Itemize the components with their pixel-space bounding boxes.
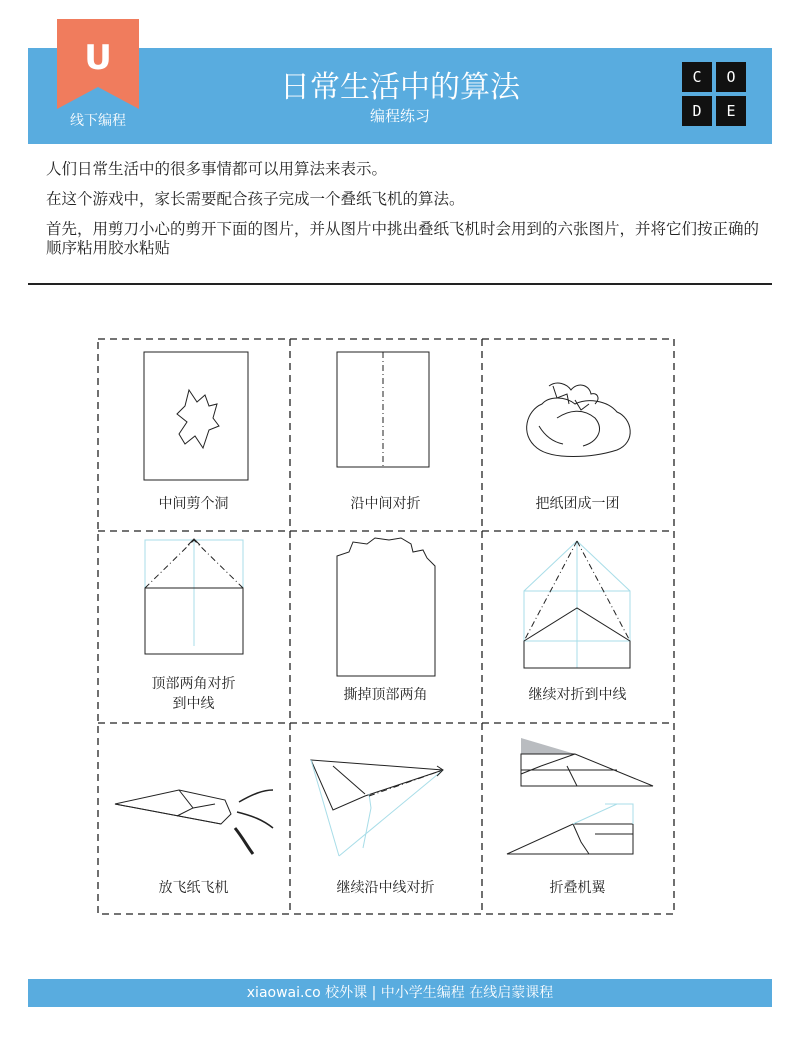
code-logo bbox=[682, 62, 746, 126]
fold-corners-icon bbox=[145, 539, 243, 654]
card-label: 继续沿中线对折 bbox=[336, 880, 435, 896]
card-label: 沿中间对折 bbox=[350, 496, 421, 512]
card-label: 撕掉顶部两角 bbox=[343, 687, 428, 703]
intro-text bbox=[46, 160, 766, 269]
torn-corners-icon bbox=[337, 538, 435, 676]
page-title: 日常生活中的算法 bbox=[280, 70, 520, 105]
card-label: 折叠机翼 bbox=[549, 880, 606, 896]
footer-banner: xiaowai.co 校外课 | 中小学生编程 在线启蒙课程 bbox=[28, 979, 772, 1007]
unit-ribbon-badge bbox=[57, 19, 139, 109]
card-label: 顶部两角对折 到中线 bbox=[151, 676, 236, 712]
paper-hole-icon bbox=[144, 352, 248, 480]
logo-letter: E bbox=[716, 96, 746, 126]
logo-letter: C bbox=[682, 62, 712, 92]
cutout-card-grid bbox=[97, 338, 675, 915]
flying-plane-icon bbox=[115, 790, 273, 854]
card-label: 继续对折到中线 bbox=[528, 687, 627, 703]
fold-wings-icon bbox=[507, 738, 653, 854]
intro-line: 在这个游戏中，家长需要配合孩子完成一个叠纸飞机的算法。 bbox=[46, 190, 465, 208]
fold-to-center-icon bbox=[524, 541, 630, 668]
card-illustrations bbox=[97, 338, 675, 915]
card-label: 中间剪个洞 bbox=[158, 496, 229, 512]
page-subtitle: 编程练习 bbox=[369, 107, 430, 125]
logo-letter: D bbox=[682, 96, 712, 126]
crumpled-paper-icon bbox=[527, 383, 631, 456]
badge-caption: 线下编程 bbox=[70, 113, 126, 129]
paper-fold-middle-icon bbox=[337, 352, 429, 467]
card-label: 把纸团成一团 bbox=[535, 496, 620, 512]
intro-line: 人们日常生活中的很多事情都可以用算法来表示。 bbox=[46, 160, 388, 178]
divider bbox=[28, 283, 772, 285]
fold-center-again-icon bbox=[311, 760, 443, 856]
badge-letter: U bbox=[84, 38, 112, 78]
logo-letter: O bbox=[716, 62, 746, 92]
intro-line: 首先，用剪刀小心的剪开下面的图片，并从图片中挑出叠纸飞机时会用到的六张图片，并将它们按正确的顺序粘用胶水粘贴 bbox=[46, 220, 760, 257]
card-label: 放飞纸飞机 bbox=[158, 880, 229, 896]
